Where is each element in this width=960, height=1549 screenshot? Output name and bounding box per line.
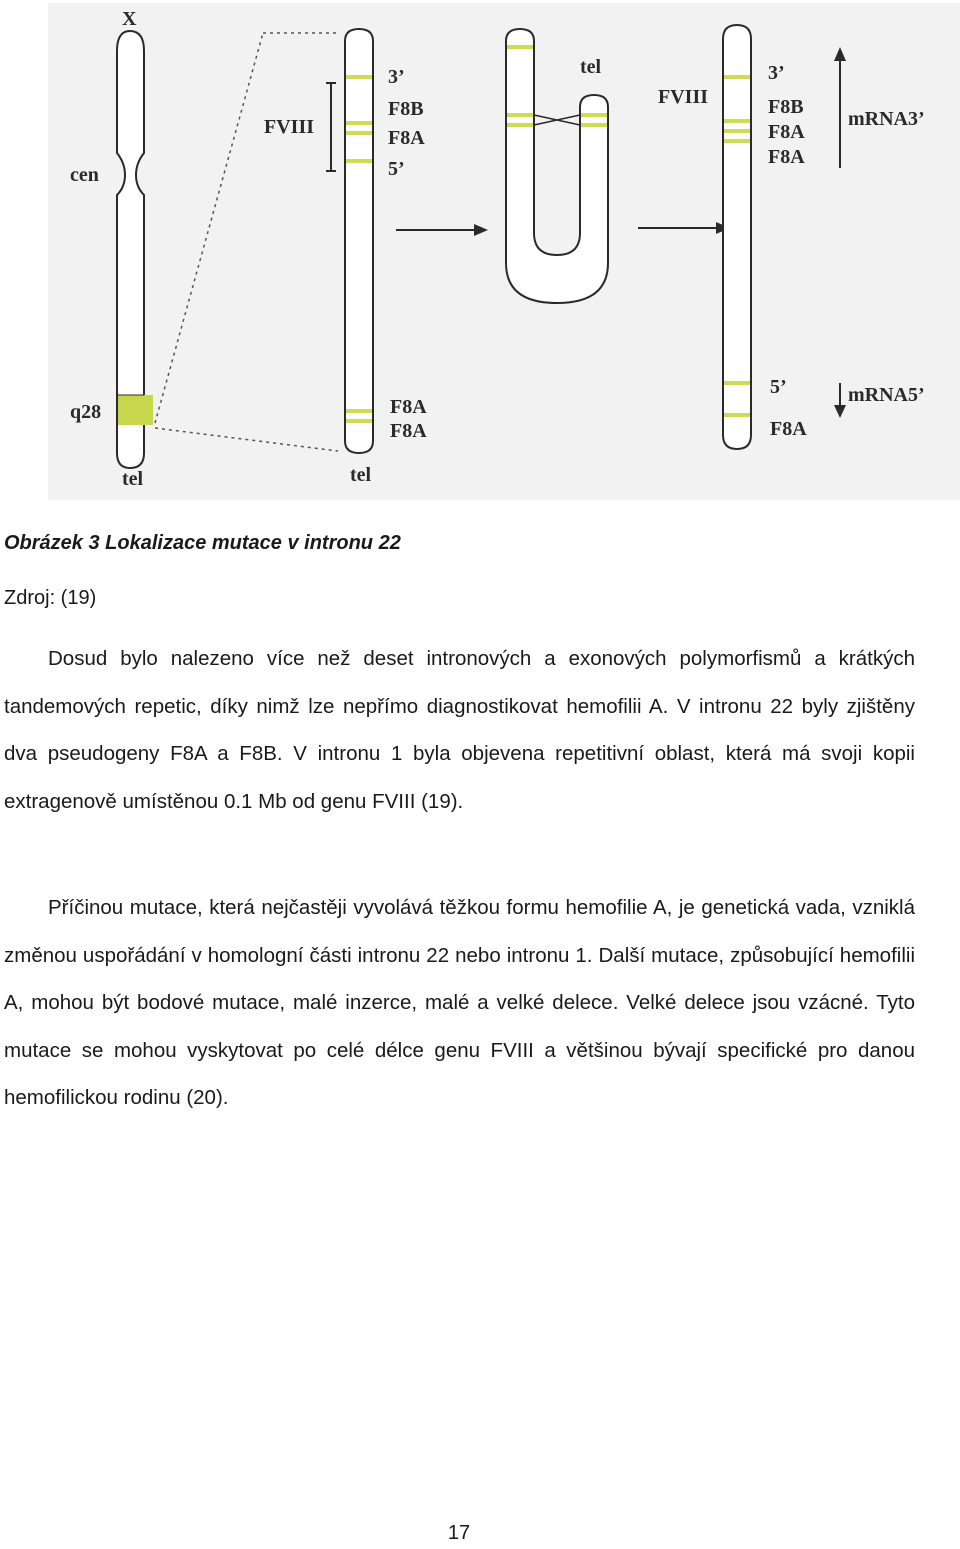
label-cen: cen xyxy=(70,164,99,186)
page-number: 17 xyxy=(447,1522,471,1544)
label-3prime-1: 3’ xyxy=(388,66,405,88)
loop-band-2 xyxy=(507,113,533,117)
loop-band-3 xyxy=(507,123,533,127)
label-q28: q28 xyxy=(70,401,102,423)
loop-band-5 xyxy=(581,123,607,127)
band-5prime xyxy=(346,159,372,163)
inv-band-f8a-bottom xyxy=(724,413,750,417)
label-f8a-right-bottom: F8A xyxy=(770,418,807,440)
paragraph-1-text: Dosud bylo nalezeno více než deset intronových a exonových polymorfismů a krátkých tandemových repetic, díky nimž lze nepřímo diagnostikovat hemofilii A. V intronu 22 byly zjištěny dva pseudogeny F8A a F8B. V intronu 1 byla objevena repetitivní oblast, která má svoji kopii extragenově umístěnou 0.1 Mb od genu FVIII (19). xyxy=(4,647,915,813)
label-tel-mid: tel xyxy=(350,464,372,486)
band-f8a-lower-2 xyxy=(346,419,372,423)
label-f8a-2: F8A xyxy=(768,121,805,143)
band-f8a-lower-1 xyxy=(346,409,372,413)
label-f8a-lower-2: F8A xyxy=(390,420,427,442)
inv-band-3prime xyxy=(724,75,750,79)
figure-caption: Obrázek 3 Lokalizace mutace v intronu 22 xyxy=(4,532,401,554)
label-5prime-1: 5’ xyxy=(388,158,405,180)
enlarged-region xyxy=(345,29,373,453)
chromosome-figure xyxy=(48,3,960,500)
label-x: X xyxy=(122,8,137,30)
label-tel-left: tel xyxy=(122,468,144,490)
label-f8b-1: F8B xyxy=(388,98,424,120)
q28-band xyxy=(118,395,153,425)
inv-band-5prime xyxy=(724,381,750,385)
label-5prime-2: 5’ xyxy=(770,376,787,398)
paragraph-2 xyxy=(4,884,915,1122)
label-f8a-3: F8A xyxy=(768,146,805,168)
label-fviii-left: FVIII xyxy=(264,116,315,138)
label-fviii-right: FVIII xyxy=(658,86,709,108)
band-3prime xyxy=(346,75,372,79)
loop-band-1 xyxy=(507,45,533,49)
paragraph-2-text: Příčinou mutace, která nejčastěji vyvolává těžkou formu hemofilie A, je genetická vada, vzniklá změnou uspořádání v homologní části intronu 22 nebo intronu 1. Další mutace, způsobující hemofilii A, mohou být bodové mutace, malé inzerce, malé a velké delece. Velké delece jsou vzácné. Tyto mutace se mohou vyskytovat po celé délce genu FVIII a většinou bývají specifické pro danou hemofilickou rodinu (20). xyxy=(4,896,915,1109)
label-tel-loop: tel xyxy=(580,56,602,78)
paragraph-1 xyxy=(4,635,915,825)
label-3prime-2: 3’ xyxy=(768,62,785,84)
label-mrna5: mRNA5’ xyxy=(848,384,925,406)
label-f8b-2: F8B xyxy=(768,96,804,118)
inv-band-f8a-1 xyxy=(724,129,750,133)
inverted-chromosome xyxy=(723,25,751,449)
inv-band-f8b xyxy=(724,119,750,123)
figure-source: Zdroj: (19) xyxy=(4,587,97,609)
figure-background xyxy=(48,3,960,500)
loop-band-4 xyxy=(581,113,607,117)
inv-band-f8a-2 xyxy=(724,139,750,143)
label-mrna3: mRNA3’ xyxy=(848,108,925,130)
band-f8a xyxy=(346,131,372,135)
figure-svg xyxy=(48,3,960,500)
label-f8a-lower-1: F8A xyxy=(390,396,427,418)
band-f8b xyxy=(346,121,372,125)
label-f8a-1: F8A xyxy=(388,127,425,149)
